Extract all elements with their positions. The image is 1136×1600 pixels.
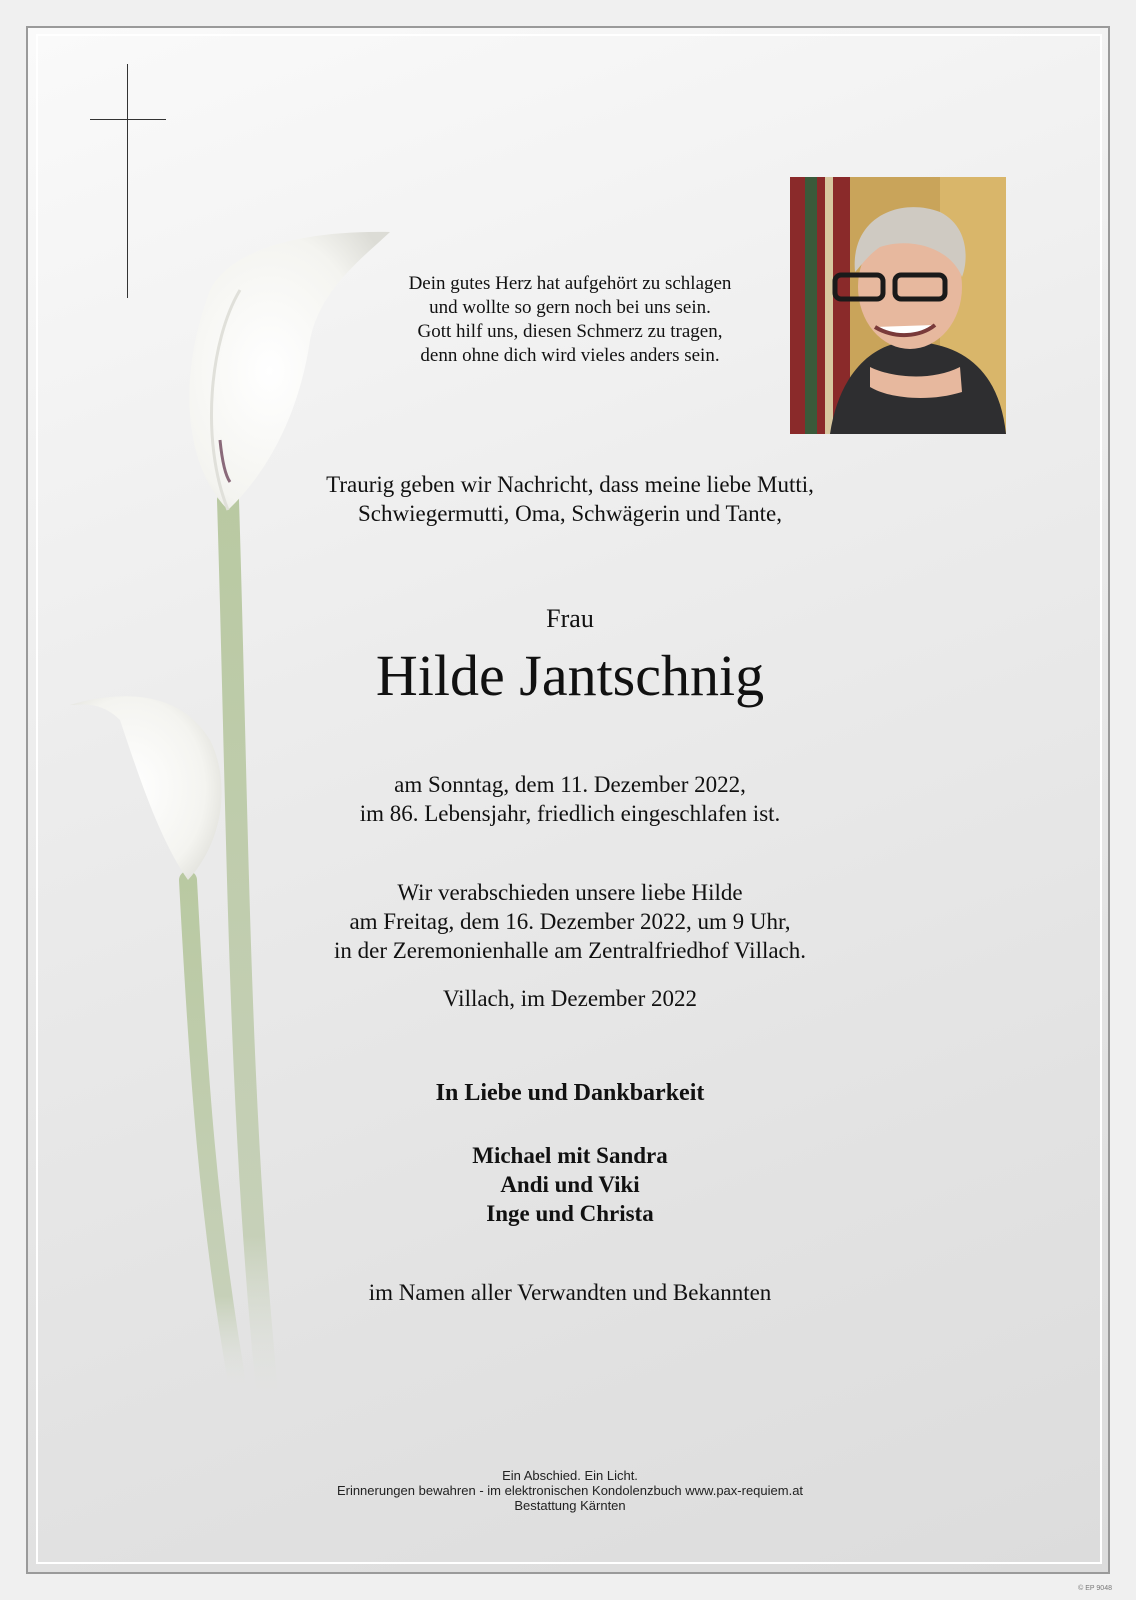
relatives-line: im Namen aller Verwandten und Bekannten [368, 1280, 772, 1305]
announcement-line: Traurig geben wir Nachricht, dass meine liebe Mutti, [326, 472, 814, 497]
mourner: Andi und Viki [500, 1172, 640, 1197]
verse-line: denn ohne dich wird vieles anders sein. [420, 345, 720, 366]
footer-line: Erinnerungen bewahren - im elektronischen Kondolenzbuch www.pax-requiem.at [336, 1483, 804, 1498]
verse-line: Gott hilf uns, diesen Schmerz zu tragen, [417, 321, 723, 342]
verse-line: Dein gutes Herz hat aufgehört zu schlagen [408, 273, 732, 294]
farewell-line: in der Zeremonienhalle am Zentralfriedhof Villach. [333, 938, 807, 963]
verse-line: und wollte so gern noch bei uns sein. [429, 297, 711, 318]
farewell-line: am Freitag, dem 16. Dezember 2022, um 9 Uhr, [349, 909, 791, 934]
place-date: Villach, im Dezember 2022 [442, 986, 698, 1011]
death-line: am Sonntag, dem 11. Dezember 2022, [394, 772, 746, 797]
farewell-line: Wir verabschieden unsere liebe Hilde [397, 880, 743, 905]
footer-line: Ein Abschied. Ein Licht. [502, 1468, 638, 1483]
death-notice [270, 770, 870, 828]
mourners-list [270, 1141, 870, 1228]
mourner: Michael mit Sandra [472, 1143, 668, 1168]
cross-icon-horizontal [90, 119, 166, 120]
announcement-line: Schwiegermutti, Oma, Schwägerin und Tante, [357, 501, 782, 526]
salutation: Frau [546, 604, 594, 633]
farewell-details [270, 878, 870, 965]
deceased-name: Hilde Jantschnig [375, 643, 765, 708]
death-line: im 86. Lebensjahr, friedlich eingeschlafen ist. [359, 801, 781, 826]
template-code: © EP 9048 [1078, 1585, 1112, 1592]
footer [270, 1468, 870, 1513]
footer-line: Bestattung Kärnten [514, 1498, 626, 1513]
closing-line: In Liebe und Dankbarkeit [435, 1080, 705, 1106]
announcement [270, 470, 870, 528]
mourner: Inge und Christa [486, 1201, 654, 1226]
memorial-verse [270, 272, 870, 368]
